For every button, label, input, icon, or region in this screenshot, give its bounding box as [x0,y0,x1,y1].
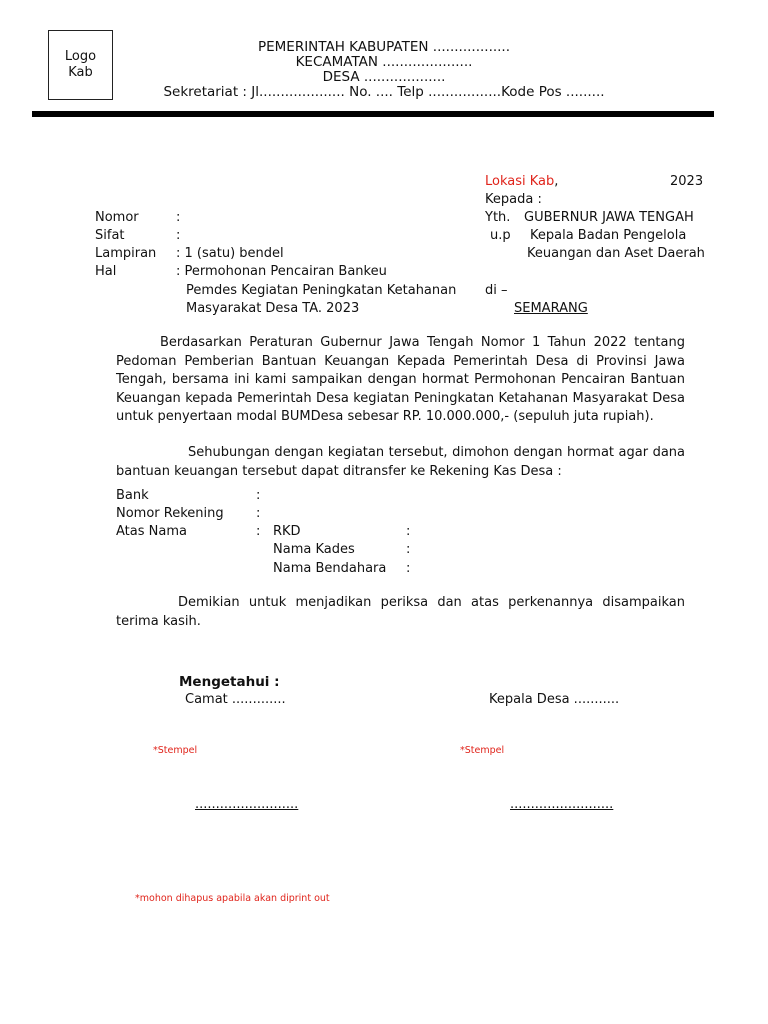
header-line1: PEMERINTAH KABUPATEN .................. [257,39,511,55]
kepala-desa-signature-line: ......................... [510,797,614,812]
nomor-label: Nomor [95,210,139,225]
bank-label: Bank [116,488,149,503]
nomor-value: : [176,210,181,225]
lampiran-value: : 1 (satu) bendel [176,246,284,261]
stempel-left: *Stempel [153,745,198,756]
location-comma: , [554,174,559,189]
bendahara-colon: : [406,561,411,576]
hal-line2: Pemdes Kegiatan Peningkatan Ketahanan [186,283,457,298]
bendahara-label: Nama Bendahara [273,561,387,576]
atas-nama-colon: : [256,524,261,539]
header-divider [32,111,714,117]
bank-colon: : [256,488,261,503]
date-year: 2023 [670,174,704,189]
lampiran-label: Lampiran [95,246,157,261]
sifat-value: : [176,228,181,243]
camat-signature-title: Camat ............. [185,692,286,707]
rekening-colon: : [256,506,261,521]
kades-label: Nama Kades [273,542,355,557]
hal-label: Hal [95,264,117,279]
kades-colon: : [406,542,411,557]
logo-line2: Kab [68,65,93,80]
up-line2: Keuangan dan Aset Daerah [527,246,705,261]
kepala-desa-signature-title: Kepala Desa ........... [489,692,620,707]
yth-label: Yth. [485,210,511,225]
up-label: u.p [490,228,511,243]
location-placeholder: Lokasi Kab [485,174,555,189]
stempel-right: *Stempel [460,745,505,756]
body-paragraph-2: Sehubungan dengan kegiatan tersebut, dimohon dengan hormat agar dana bantuan keuangan tersebut dapat ditransfer ke Rekening Kas Desa : [116,445,685,479]
up-line1: Kepala Badan Pengelola [530,228,687,243]
body-paragraph-1: Berdasarkan Peraturan Gubernur Jawa Tengah Nomor 1 Tahun 2022 tentang Pedoman Pemberian Bantuan Keuangan Kepada Pemerintah Desa di Provinsi Jawa Tengah, bersama ini kami sampaikan dengan hormat Permohonan Pencairan Bantuan Keuangan kepada Pemerintah Desa kegiatan Peningkatan Ketahanan Masyarakat Desa untuk penyertaan modal BUMDesa sebesar RP. 10.000.000,- (sepuluh juta rupiah). [116,335,685,424]
hal-line1: : Permohonan Pencairan Bankeu [176,264,387,279]
recipient-city: SEMARANG [514,301,588,316]
header-line3: DESA ................... [322,69,446,85]
hal-line3: Masyarakat Desa TA. 2023 [186,301,360,316]
mengetahui-label: Mengetahui : [179,674,280,690]
footnote: *mohon dihapus apabila akan diprint out [135,893,330,904]
header-line2: KECAMATAN ..................... [295,54,473,70]
date-line [485,174,558,189]
rkd-colon: : [406,524,411,539]
kepada-label: Kepada : [485,192,542,207]
atas-nama-label: Atas Nama [116,524,187,539]
logo-line1: Logo [64,49,97,64]
rkd-label: RKD [273,524,301,539]
sifat-label: Sifat [95,228,125,243]
recipient-name: GUBERNUR JAWA TENGAH [524,210,694,225]
header-address: Sekretariat : Jl.................... No. .... Telp .................Kode Pos ......... [163,84,605,100]
rekening-label: Nomor Rekening [116,506,224,521]
closing-paragraph: Demikian untuk menjadikan periksa dan atas perkenannya disampaikan terima kasih. [116,595,685,629]
camat-signature-line: ......................... [195,797,299,812]
di-label: di – [485,283,508,298]
